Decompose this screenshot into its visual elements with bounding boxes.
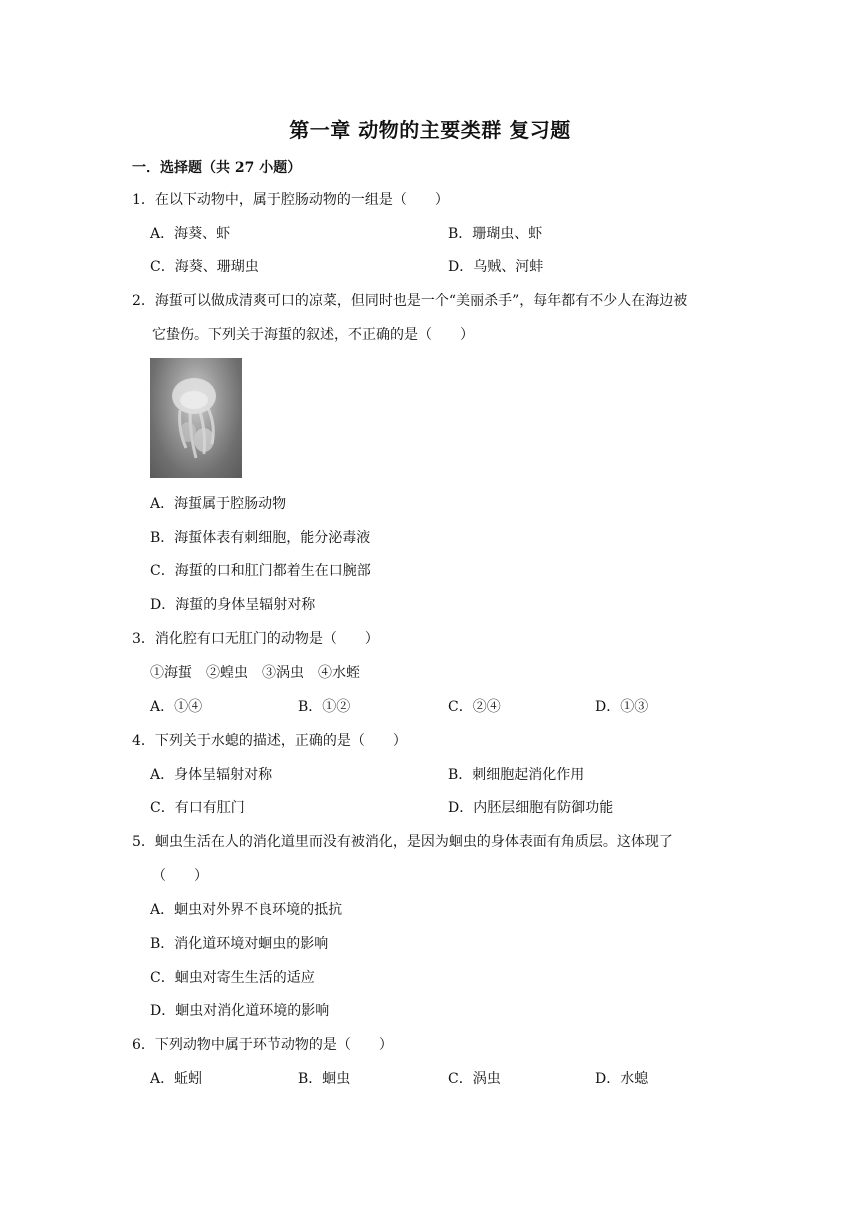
jellyfish-photo — [150, 358, 242, 478]
question-1-option-d: D．乌贼、河蚌 — [448, 259, 544, 275]
question-6-option-a: A．蚯蚓 — [150, 1071, 203, 1087]
question-1-stem: 1．在以下动物中，属于腔肠动物的一组是（ ） — [132, 192, 449, 208]
question-6-option-d: D．水螅 — [595, 1071, 649, 1087]
question-2-stem-line-1: 2．海蜇可以做成清爽可口的凉菜，但同时也是一个“美丽杀手”，每年都有不少人在海边被 — [132, 293, 688, 309]
question-6-option-b: B．蛔虫 — [298, 1071, 351, 1087]
question-4-option-b: B．刺细胞起消化作用 — [448, 767, 585, 783]
question-2-option-c: C．海蜇的口和肛门都着生在口腕部 — [150, 563, 371, 579]
question-2-stem-line-2: 它蛰伤。下列关于海蜇的叙述，不正确的是（ ） — [152, 327, 474, 343]
question-3-option-a: A．①④ — [150, 699, 203, 715]
question-1-option-c: C．海葵、珊瑚虫 — [150, 259, 259, 275]
page-title: 第一章 动物的主要类群 复习题 — [289, 118, 571, 142]
question-3-option-d: D．①③ — [595, 699, 649, 715]
question-4-option-c: C．有口有肛门 — [150, 800, 245, 816]
question-6-stem: 6．下列动物中属于环节动物的是（ ） — [132, 1037, 393, 1053]
question-3-option-b: B．①② — [298, 699, 351, 715]
question-1-option-b: B．珊瑚虫、虾 — [448, 226, 543, 242]
question-5-option-b: B．消化道环境对蛔虫的影响 — [150, 936, 329, 952]
question-5-stem-line-2: （ ） — [152, 868, 208, 884]
question-4-option-a: A．身体呈辐射对称 — [150, 767, 273, 783]
question-1-option-a: A．海葵、虾 — [150, 226, 231, 242]
question-5-option-c: C．蛔虫对寄生生活的适应 — [150, 970, 315, 986]
question-2-option-b: B．海蜇体表有刺细胞，能分泌毒液 — [150, 530, 371, 546]
question-5-stem-line-1: 5．蛔虫生活在人的消化道里而没有被消化，是因为蛔虫的身体表面有角质层。这体现了 — [132, 834, 673, 850]
question-5-option-d: D．蛔虫对消化道环境的影响 — [150, 1003, 330, 1019]
question-6-option-c: C．涡虫 — [448, 1071, 501, 1087]
question-5-option-a: A．蛔虫对外界不良环境的抵抗 — [150, 902, 343, 918]
question-4-stem: 4．下列关于水螅的描述，正确的是（ ） — [132, 733, 407, 749]
question-3-items: ①海蜇 ②蝗虫 ③涡虫 ④水蛭 — [150, 665, 360, 681]
question-3-option-c: C．②④ — [448, 699, 501, 715]
question-3-stem: 3．消化腔有口无肛门的动物是（ ） — [132, 631, 379, 647]
question-2-option-a: A．海蜇属于腔肠动物 — [150, 496, 287, 512]
question-4-option-d: D．内胚层细胞有防御功能 — [448, 800, 614, 816]
question-2-option-d: D．海蜇的身体呈辐射对称 — [150, 597, 316, 613]
section-heading: 一．选择题（共 27 小题） — [132, 160, 302, 176]
